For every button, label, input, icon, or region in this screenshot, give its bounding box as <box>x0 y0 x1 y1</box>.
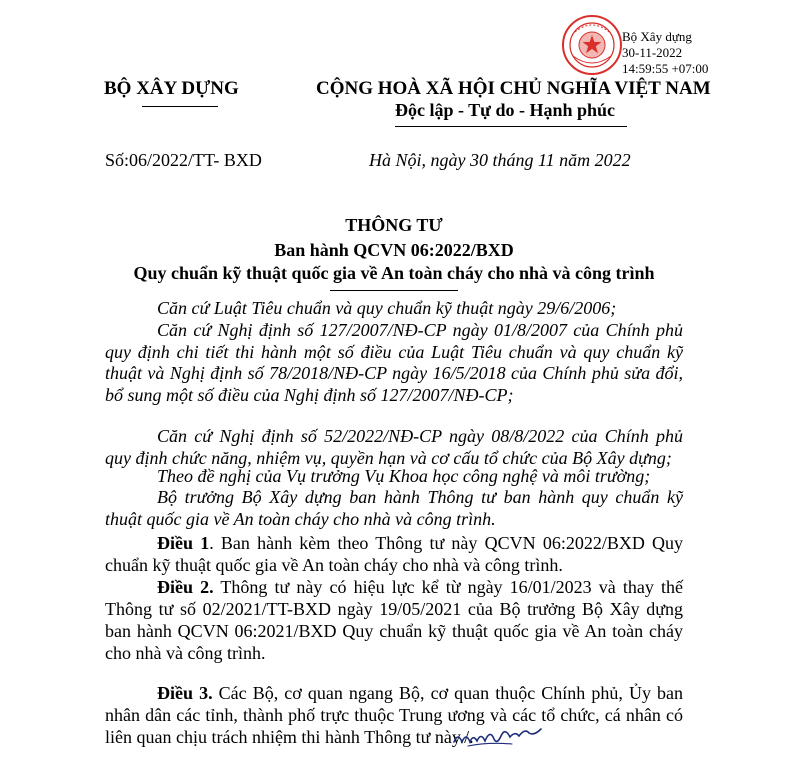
article-3 <box>105 682 683 748</box>
legal-basis-4: Theo đề nghị của Vụ trưởng Vụ Khoa học công nghệ và môi trường; <box>157 466 651 486</box>
national-title: CỘNG HOÀ XÃ HỘI CHỦ NGHĨA VIỆT NAM <box>316 78 711 99</box>
article-2 <box>105 576 683 664</box>
article-1-text: . Ban hành kèm theo Thông tư này QCVN 06:2022/BXD Quy chuẩn kỹ thuật quốc gia về An toàn cháy cho nhà và công trình. <box>105 533 684 575</box>
ministry-underline <box>142 106 218 107</box>
motto-underline <box>395 126 627 127</box>
article-3-label: Điều 3. <box>157 683 213 703</box>
title-underline <box>330 290 458 291</box>
document-number: Số:06/2022/TT- BXD <box>105 150 262 170</box>
document-type: THÔNG TƯ <box>345 215 443 235</box>
article-2-text: Thông tư này có hiệu lực kể từ ngày 16/01/2023 và thay thế Thông tư số 02/2021/TT-BXD ngày 19/05/2021 của Bộ trưởng Bộ Xây dựng ban hành QCVN 06:2021/BXD Quy chuẩn kỹ thuật quốc gia về An toàn cháy cho nhà và công trình. <box>105 577 683 663</box>
national-motto: Độc lập - Tự do - Hạnh phúc <box>395 100 616 120</box>
article-3-text: Các Bộ, cơ quan ngang Bộ, cơ quan thuộc Chính phủ, Ủy ban nhân dân các tỉnh, thành phố trực thuộc Trung ương và các tổ chức, cá nhân có liên quan chịu trách nhiệm thi hành Thông tư này./. <box>105 683 684 747</box>
document-title-line2: Quy chuẩn kỹ thuật quốc gia về An toàn cháy cho nhà và công trình <box>133 263 655 283</box>
legal-basis-1: Căn cứ Luật Tiêu chuẩn và quy chuẩn kỹ thuật ngày 29/6/2006; <box>157 298 617 318</box>
place-and-date: Hà Nội, ngày 30 tháng 11 năm 2022 <box>369 150 631 170</box>
legal-basis-2: Căn cứ Nghị định số 127/2007/NĐ-CP ngày 01/8/2007 của Chính phủ quy định chi tiết thi hành một số điều của Luật Tiêu chuẩn và quy chuẩn kỹ thuật và Nghị định số 78/2018/NĐ-CP ngày 16/5/2018 của Chính phủ sửa đổi, bổ sung một số điều của Nghị định số 127/2007/NĐ-CP; <box>105 320 683 405</box>
stamp-signer: Bộ Xây dựng <box>622 29 692 44</box>
stamp-date: 30-11-2022 <box>622 45 683 60</box>
article-1 <box>105 532 683 576</box>
digital-signature-info <box>622 29 708 77</box>
issuing-ministry: BỘ XÂY DỰNG <box>104 78 239 99</box>
handwritten-signature <box>450 722 546 750</box>
legal-basis-3: Căn cứ Nghị định số 52/2022/NĐ-CP ngày 08/8/2022 của Chính phủ quy định chức năng, nhiệm vụ, quyền hạn và cơ cấu tổ chức của Bộ Xây dựng; <box>105 426 683 468</box>
document-title-line1: Ban hành QCVN 06:2022/BXD <box>274 240 514 260</box>
article-1-label: Điều 1 <box>157 533 210 553</box>
seal-icon <box>561 14 623 76</box>
article-2-label: Điều 2. <box>157 577 214 597</box>
stamp-time: 14:59:55 +07:00 <box>622 61 709 76</box>
legal-basis-5: Bộ trưởng Bộ Xây dựng ban hành Thông tư ban hành quy chuẩn kỹ thuật quốc gia về An toàn cháy cho nhà và công trình. <box>105 487 683 529</box>
